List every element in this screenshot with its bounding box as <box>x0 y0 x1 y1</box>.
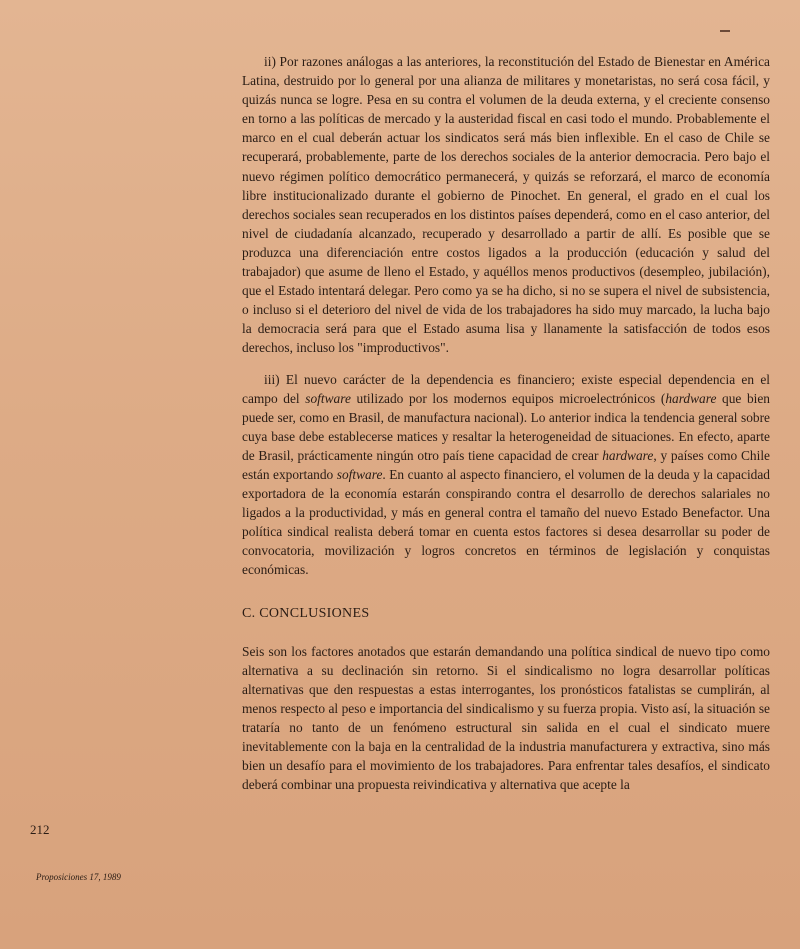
page-number: 212 <box>30 822 50 837</box>
italic-hardware: hardware <box>665 390 717 406</box>
paragraph-ii: ii) Por razones análogas a las anteriores, la reconstitución del Estado de Bienestar en América Latina, destruido por lo general por una alianza de militares y monetaristas, no será cosa fácil, y quizás nunca se logre. Pesa en su contra el volumen de la deuda externa, y el creciente consenso en torno a las políticas de mercado y la austeridad fiscal en casi todo el mundo. Probablemente el marco en el cual deberán actuar los sindicatos será más bien inflexible. En el caso de Chile se recuperará, probablemente, parte de los derechos sociales de la anterior democracia. Pero bajo el nuevo régimen político democrático permanecerá, y quizás se reforzará, el marco de economía libre institucionalizado durante el gobierno de Pinochet. En general, el grado en el cual los derechos sociales sean recuperados en los distintos países dependerá, como en el caso anterior, del nivel de ciudadanía alcanzado, recuperado y desarrollado a partir de allí. Es posible que se produzca una diferenciación entre costos ligados a la producción (educación y salud del trabajador) que asume de lleno el Estado, y aquéllos menos productivos (desempleo, jubilación), que el Estado intentará delegar. Pero como ya se ha dicho, si no se supera el nivel de subsistencia, o incluso si el deterioro del nivel de vida de los trabajadores ha sido muy marcado, la lucha bajo la democracia será para que el Estado asuma lisa y llanamente la satisfacción de todos esos derechos, incluso los "improductivos". <box>242 54 770 356</box>
section-heading: C. CONCLUSIONES <box>242 605 370 621</box>
italic-software-2: software <box>336 466 383 482</box>
paragraph-conclusions: Seis son los factores anotados que estarán demandando una política sindical de nuevo tipo como alternativa a su declinación sin retorno. Si el sindicalismo no logra desarrollar políticas alternativas que den respuestas a estas interrogantes, los pronósticos fatalistas se cumplirán, al menos respecto al peso e importancia del sindicalismo y su fuerza propia. Visto así, la situación se trataría no tanto de un fenómeno estructural sin salida en el cual el sindicato muere inevitablemente con la baja en la centralidad de la industria manufacturera y extractiva, sino más bien un desafío para el movimiento de los trabajadores. Para enfrentar tales desafíos, el sindicato deberá combinar una propuesta reivindicativa y alternativa que acepte la <box>242 643 770 793</box>
paragraph-iii <box>242 370 770 580</box>
text-column <box>242 52 770 794</box>
italic-hardware-2: hardware <box>602 447 654 463</box>
running-footer: Proposiciones 17, 1989 <box>36 872 121 882</box>
scan-mark <box>720 30 730 32</box>
italic-software: software <box>305 390 351 406</box>
paragraph-iii-text-a: iii) El nuevo carácter de la dependencia es financiero; existe especial dependencia en el campo del <box>242 371 770 406</box>
paragraph-iii-text-c: que bien puede ser, como en Brasil, de manufactura nacional). Lo anterior indica la tendencia general sobre cuya base debe establecerse matices y resaltar la heterogeneidad de situaciones. En efecto, aparte de Brasil, prácticamente ningún otro país tiene capacidad de crear <box>242 390 770 463</box>
paragraph-iii-text-d: , y países como Chile están exportando <box>242 447 770 482</box>
paragraph-iii-text-b: utilizado por los modernos equipos microelectrónicos ( <box>350 390 666 406</box>
paragraph-iii-text-e: . En cuanto al aspecto financiero, el volumen de la deuda y la capacidad exportadora de la economía estarán conspirando contra el desarrollo de derechos salariales no ligados a la productividad, y más en general contra el tamaño del nuevo Estado Benefactor. Una política sindical realista deberá tomar en cuenta estos factores si desea desarrollar su poder de convocatoria, movilización y logros concretos en términos de legislación y conquistas económicas. <box>242 466 770 578</box>
